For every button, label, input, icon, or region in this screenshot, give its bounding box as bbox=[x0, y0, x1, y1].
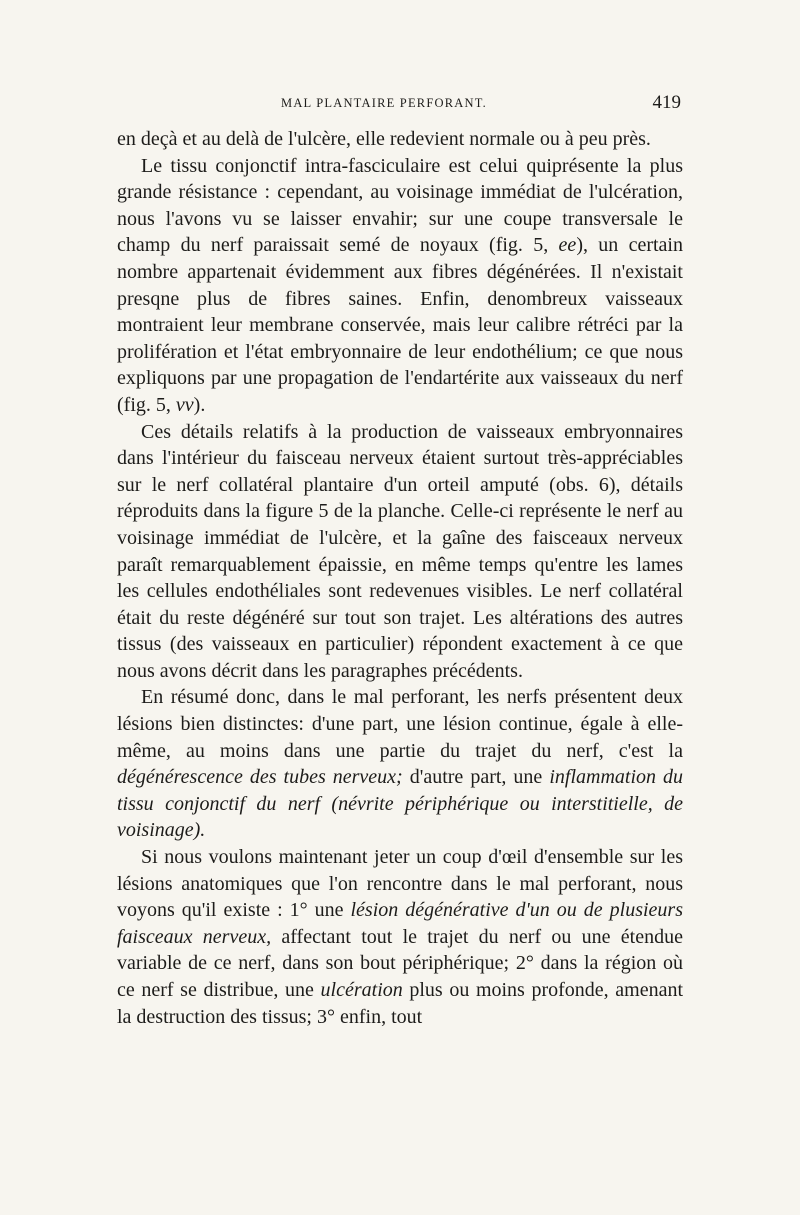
text-run: Ces détails relatifs à la production de vaisseaux embryonnaires dans l'intérieur du faisceau nerveux étaient surtout très-appréciables sur le nerf collatéral plantaire d'un orteil amputé (obs. 6), détails réproduits dans la figure 5 de la planche. Celle-ci représente le nerf au voisinage immédiat de l'ulcère, et la gaîne des faisceaux nerveux paraît remarquablement épaissie, en même temps qu'entre les lames les cellules endothéliales sont redevenues visibles. Le nerf collatéral était du reste dégénéré sur tout son trajet. Les altérations des autres tissus (des vaisseaux en particulier) répondent exactement à ce que nous avons décrit dans les paragraphes précédents. bbox=[117, 420, 683, 682]
text-run: affectant tout le trajet du nerf ou une étendue variable de ce nerf, dans son bout périphérique; 2° dans la région où ce nerf se distribue, une bbox=[117, 925, 683, 1001]
text-run: En résumé donc, dans le mal perforant, les nerfs présentent deux lésions bien distinctes: d'une part, une lésion continue, égale à elle-même, au moins dans une partie du trajet du nerf, c'est la bbox=[117, 686, 683, 762]
text-run: ). bbox=[193, 393, 206, 416]
text-run: ), un certain nombre appartenait évidemment aux fibres dégénérées. Il n'existait presqne plus de fibres saines. Enfin, denombreux vaisseaux montraient leur membrane conservée, mais leur calibre rétréci par la prolifération et l'état embryonnaire de leur endothélium; ce que nous expliquons par une propagation de l'endartérite aux vaisseaux du nerf (fig. 5, bbox=[117, 234, 683, 416]
text-run: en deçà et au delà de l'ulcère, elle redevient normale ou à peu près. bbox=[117, 128, 651, 150]
italic-text: dégénérescence des tubes nerveux; bbox=[117, 766, 403, 789]
page-header bbox=[117, 92, 683, 126]
italic-text: lésion dégénérative d'un ou de plusieurs faisceaux nerveux, bbox=[117, 899, 683, 948]
text-run: Le tissu conjonctif intra-fasciculaire est celui quiprésente la plus grande résistance : cependant, au voisinage immédiat de l'ulcération, nous l'avons vu se laisser envahir; sur une coupe transversale le champ du nerf paraissait semé de noyaux (fig. 5, bbox=[117, 154, 683, 257]
text-run: Si nous voulons maintenant jeter un coup d'œil d'ensemble sur les lésions anatomiques que l'on rencontre dans le mal perforant, nous voyons qu'il existe : 1° une bbox=[117, 846, 683, 922]
page-number: 419 bbox=[652, 92, 681, 113]
running-title: MAL PLANTAIRE PERFORANT. bbox=[281, 96, 487, 110]
text-run: plus ou moins profonde, amenant la destruction des tissus; 3° enfin, tout bbox=[117, 979, 683, 1028]
italic-text: ulcération bbox=[320, 979, 403, 1001]
italic-text: ee bbox=[558, 234, 577, 257]
paragraph bbox=[117, 684, 683, 844]
italic-text: vv bbox=[175, 393, 194, 416]
paragraph bbox=[117, 844, 683, 1030]
paragraph bbox=[117, 419, 683, 685]
text-run: d'autre part, une bbox=[402, 766, 550, 789]
italic-text: inflammation du tissu conjonctif du nerf (névrite périphérique ou interstitielle, de voisinage). bbox=[117, 766, 684, 842]
book-page bbox=[117, 92, 683, 1030]
paragraph bbox=[117, 153, 683, 419]
paragraph bbox=[117, 126, 683, 153]
body-text bbox=[117, 126, 683, 1030]
